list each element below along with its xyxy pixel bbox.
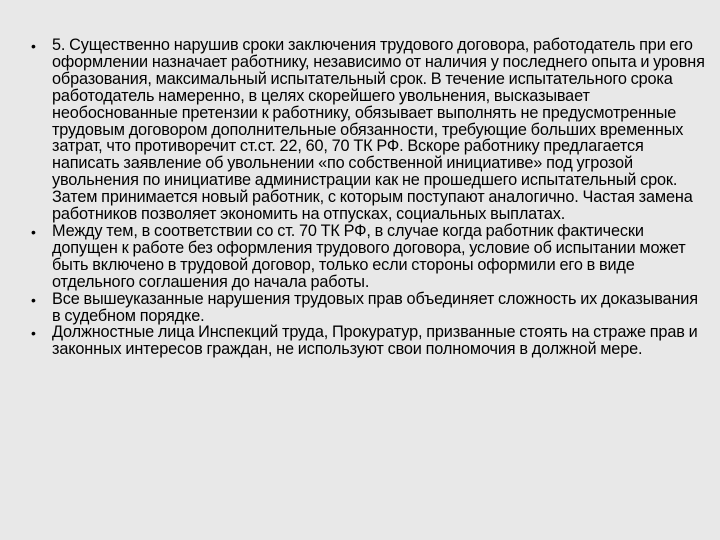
bullet-icon: •	[31, 291, 36, 308]
bullet-item	[0, 223, 720, 291]
bullet-item	[0, 291, 720, 325]
bullet-text: 5. Существенно нарушив сроки заключения трудового договора, работодатель при его оформлении назначает работнику, независимо от наличия у последнего опыта и уровня образования, максимальный испытательный срок. В течение испытательного срока работодатель намеренно, в целях скорейшего увольнения, высказывает необоснованные претензии к работнику, обязывает выполнять не предусмотренные трудовым договором дополнительные обязанности, требующие больших временных затрат, что противоречит ст.ст. 22, 60, 70 ТК РФ. Вскоре работнику предлагается написать заявление об увольнении «по собственной инициативе» под угрозой увольнения по инициативе администрации как не прошедшего испытательный срок. Затем принимается новый работник, с которым поступают аналогично. Частая замена работников позволяет экономить на отпусках, социальных выплатах.	[52, 36, 705, 224]
bullet-text: Между тем, в соответствии со ст. 70 ТК РФ, в случае когда работник фактически допущен к работе без оформления трудового договора, условие об испытании может быть включено в трудовой договор, только если стороны оформили его в виде отдельного соглашения до начала работы.	[52, 221, 686, 291]
bullet-icon: •	[31, 325, 36, 342]
bullet-text: Все вышеуказанные нарушения трудовых прав объединяет сложность их доказывания в судебном порядке.	[52, 289, 698, 325]
bullet-item	[0, 37, 720, 223]
bullet-list	[0, 37, 720, 358]
bullet-icon: •	[31, 223, 36, 240]
bullet-text: Должностные лица Инспекций труда, Прокуратур, призванные стоять на страже прав и законных интересов граждан, не используют свои полномочия в должной мере.	[52, 323, 698, 359]
bullet-item	[0, 324, 720, 358]
bullet-icon: •	[31, 38, 36, 54]
